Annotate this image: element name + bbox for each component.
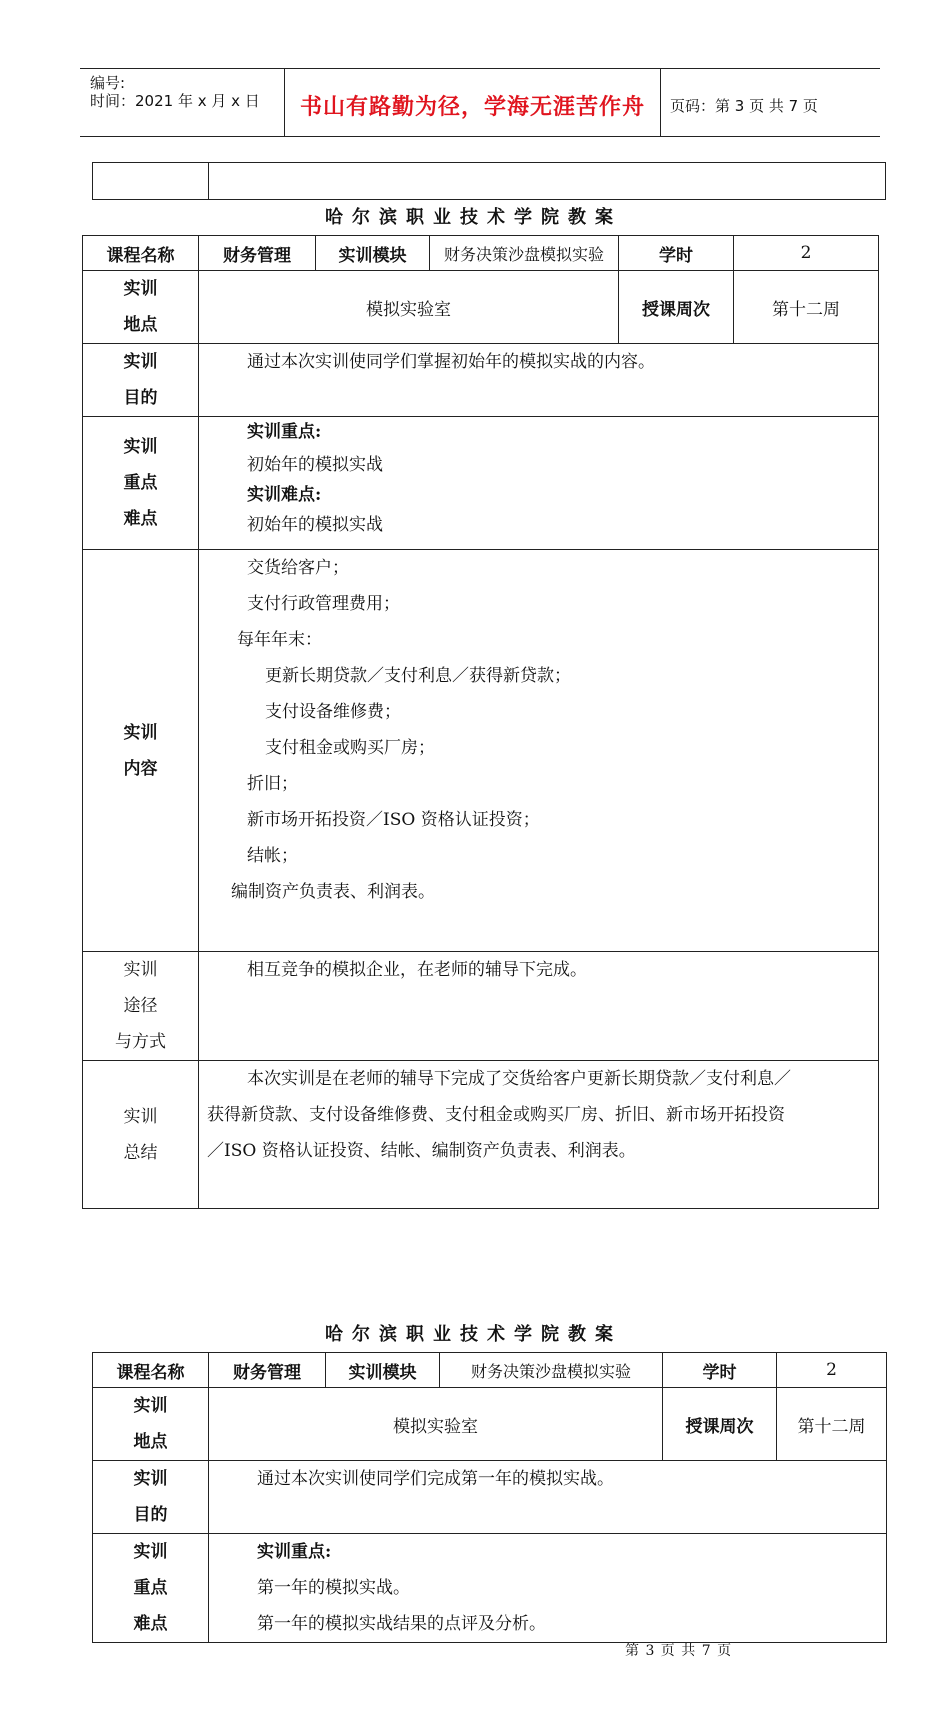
plan1-title: 哈尔滨职业技术学院教案 [325, 207, 622, 228]
place-value: 模拟实验室 [209, 1388, 663, 1461]
hours-label: 学时 [663, 1353, 777, 1388]
week-label: 授课周次 [619, 271, 734, 344]
blank-cell [209, 163, 886, 200]
goal-label: 实训 目的 [83, 344, 199, 417]
course-name-value: 财务管理 [199, 236, 316, 271]
key-difficult-label: 实训 重点 难点 [83, 417, 199, 550]
place-label: 实训 地点 [83, 271, 199, 344]
content-line: 交货给客户； [247, 558, 349, 578]
goal-label: 实训 目的 [93, 1461, 209, 1534]
summary-line: 获得新贷款、支付设备维修费、支付租金或购买厂房、折旧、新市场开拓投资 [207, 1105, 785, 1125]
content-line: 编制资产负责表、利润表。 [231, 882, 435, 902]
page-footer: 第 3 页 共 7 页 [625, 1643, 733, 1659]
content-line: 支付设备维修费； [265, 702, 401, 722]
header-bottom-rule [80, 136, 880, 137]
place-value: 模拟实验室 [199, 271, 619, 344]
hours-value: 2 [777, 1353, 887, 1388]
content-line: 更新长期贷款／支付利息／获得新贷款； [265, 666, 571, 686]
plan2-table [92, 1352, 887, 1643]
module-value: 财务决策沙盘模拟实验 [440, 1353, 663, 1388]
content-line: 支付租金或购买厂房； [265, 738, 435, 758]
header-top-rule [80, 68, 880, 69]
method-value: 相互竞争的模拟企业，在老师的辅导下完成。 [199, 952, 879, 1061]
doc-date: 时间：2021 年 x 月 x 日 [90, 92, 260, 110]
doc-number-label: 编号: [90, 74, 126, 92]
place-label: 实训 地点 [93, 1388, 209, 1461]
header-divider-right [660, 68, 661, 136]
week-value: 第十二周 [777, 1388, 887, 1461]
key-difficult-value [209, 1534, 887, 1643]
content-value [199, 550, 879, 952]
plan2-title: 哈尔滨职业技术学院教案 [325, 1324, 622, 1345]
difficult-text: 初始年的模拟实战 [247, 515, 383, 535]
content-line: 支付行政管理费用； [247, 594, 400, 614]
blank-cell [93, 163, 209, 200]
header-divider-left [284, 68, 285, 136]
plan1-table [82, 235, 879, 1209]
content-line: 每年年末： [237, 630, 322, 650]
hours-value: 2 [734, 236, 879, 271]
goal-value: 通过本次实训使同学们完成第一年的模拟实战。 [209, 1461, 887, 1534]
summary-value [199, 1061, 879, 1209]
header-page-label: 页码：第 3 页 共 7 页 [670, 97, 818, 115]
header-motto: 书山有路勤为径，学海无涯苦作舟 [300, 95, 646, 120]
hours-label: 学时 [619, 236, 734, 271]
key-points-text: 第一年的模拟实战结果的点评及分析。 [257, 1614, 546, 1634]
key-difficult-value [199, 417, 879, 550]
content-line: 结帐； [247, 846, 298, 866]
summary-line: ／ISO 资格认证投资、结帐、编制资产负责表、利润表。 [207, 1141, 636, 1161]
week-label: 授课周次 [663, 1388, 777, 1461]
module-label: 实训模块 [326, 1353, 440, 1388]
week-value: 第十二周 [734, 271, 879, 344]
key-points-text: 初始年的模拟实战 [247, 455, 383, 475]
summary-line: 本次实训是在老师的辅导下完成了交货给客户更新长期贷款／支付利息／ [247, 1069, 791, 1089]
module-value: 财务决策沙盘模拟实验 [430, 236, 619, 271]
difficult-heading: 实训难点: [247, 485, 322, 505]
key-points-heading: 实训重点: [247, 422, 322, 442]
blank-top-table [92, 162, 886, 200]
module-label: 实训模块 [316, 236, 430, 271]
method-label: 实训 途径 与方式 [83, 952, 199, 1061]
summary-label: 实训 总结 [83, 1061, 199, 1209]
content-line: 新市场开拓投资／ISO 资格认证投资； [247, 810, 540, 830]
course-name-label: 课程名称 [93, 1353, 209, 1388]
key-difficult-label: 实训 重点 难点 [93, 1534, 209, 1643]
content-label: 实训 内容 [83, 550, 199, 952]
course-name-value: 财务管理 [209, 1353, 326, 1388]
content-line: 折旧； [247, 774, 298, 794]
key-points-heading: 实训重点: [257, 1542, 332, 1562]
goal-value: 通过本次实训使同学们掌握初始年的模拟实战的内容。 [199, 344, 879, 417]
course-name-label: 课程名称 [83, 236, 199, 271]
key-points-text: 第一年的模拟实战。 [257, 1578, 410, 1598]
